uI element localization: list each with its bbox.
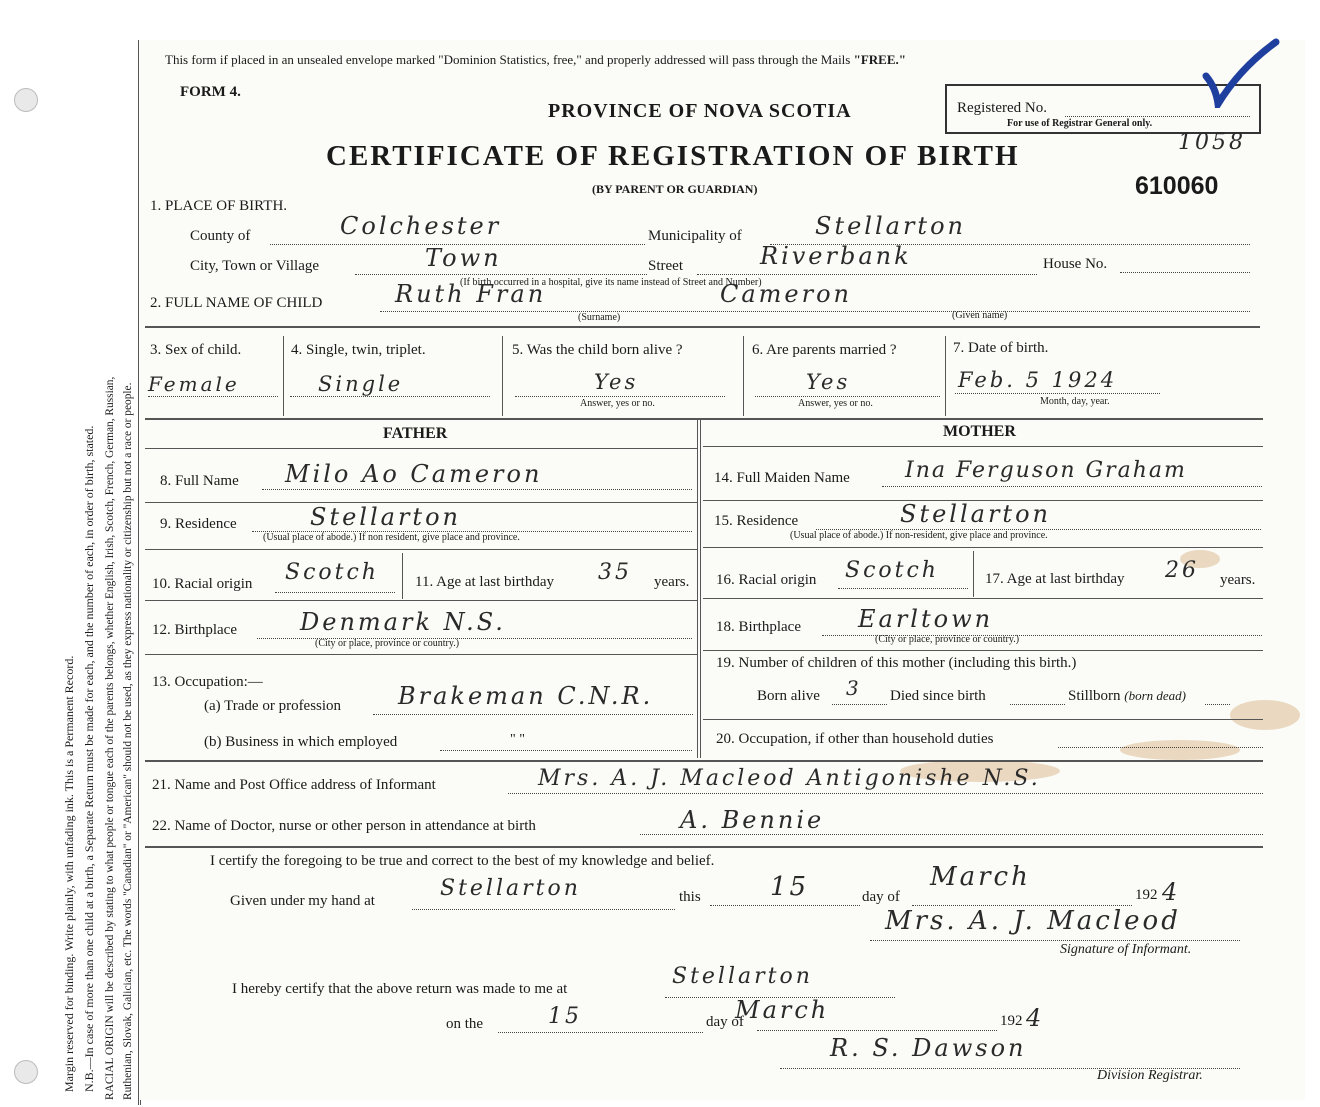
divider [145,846,1263,848]
father-race-label: 10. Racial origin [152,576,253,592]
registered-line [1065,116,1250,117]
parents-married-line [755,396,940,397]
divider [283,336,284,416]
divider [145,654,697,655]
registrar-year-prefix: 192 [1000,1013,1023,1029]
father-age-unit: years. [654,574,690,590]
father-age-value: 35 [598,560,632,585]
postal-note-free: "FREE." [853,52,906,67]
father-trade-label: (a) Trade or profession [204,698,342,714]
father-birthplace-label: 12. Birthplace [152,622,237,638]
father-birthplace-value: Denmark N.S. [300,608,506,636]
born-alive-count-value: 3 [846,676,862,700]
father-business-line [440,750,692,751]
registrar-on-label: on the [446,1016,484,1032]
mother-birthplace-value: Earltown [858,605,994,633]
divider [145,600,697,601]
child-surname: Cameron [720,280,853,308]
municipality-label: Municipality of [648,228,742,244]
father-trade-line [373,714,693,715]
father-business-value: " " [510,732,525,747]
child-name-label: 2. FULL NAME OF CHILD [150,295,323,311]
given-name-note: (Given name) [952,310,1008,321]
date-of-birth-note: Month, day, year. [1040,396,1110,407]
given-place-value: Stellarton [440,876,581,901]
informant-signature-line [870,940,1240,941]
divider [502,336,503,416]
born-alive-note: Answer, yes or no. [580,398,655,409]
registrar-year-value: 4 [1026,1004,1045,1032]
registrar-signature: R. S. Dawson [830,1034,1027,1062]
registrar-day-value: 15 [548,1004,582,1029]
sex-label: 3. Sex of child. [150,342,242,358]
divider [145,418,1263,420]
date-of-birth-line [955,393,1160,394]
house-number-line [1120,272,1250,273]
registered-number-value: 1058 [1178,130,1246,155]
divider [703,650,1263,651]
certify-day-line [710,905,860,906]
certificate-subtitle: (BY PARENT OR GUARDIAN) [592,182,758,196]
plurality-line [290,396,490,397]
born-alive-count-label: Born alive [757,688,820,704]
margin-line-3: RACIAL ORIGIN will be described by stating to what people or tongue each of the parents belongs, whether English, Irish, Scotch, French, German, Russian, [104,376,116,1100]
registrar-day-line [498,1032,703,1033]
divider [703,598,1263,599]
parents-married-label: 6. Are parents married ? [752,342,897,358]
county-label: County of [190,228,251,244]
mother-children-label: 19. Number of children of this mother (including this birth.) [716,655,1077,671]
surname-note: (Surname) [578,312,621,323]
city-value: Town [425,244,502,272]
margin-line-4: Ruthenian, Slovak, Galician, etc. The words "Canadian" or "American" should not be used, as they express nationality or citizenship but not a race or people. [122,382,134,1100]
margin-line-2: N.B.—In case of more than one child at a birth, a Separate Return must be made for each, and the number of each, in order of birth, stated. [82,425,96,1092]
plurality-value: Single [318,372,404,396]
died-since-birth-label: Died since birth [890,688,986,704]
stain-mark [1120,740,1240,760]
certificate-title: CERTIFICATE OF REGISTRATION OF BIRTH [326,140,1020,172]
mother-residence-label: 15. Residence [714,513,799,529]
mother-age-label: 17. Age at last birthday [985,571,1125,587]
street-line [697,274,1037,275]
informant-value: Mrs. A. J. Macleod Antigonishe N.S. [538,766,1041,791]
certify-this-label: this [679,889,701,905]
stain-mark [1230,700,1300,730]
mother-age-unit: years. [1220,572,1256,588]
registrar-month-value: March [735,996,830,1024]
divider [703,446,1263,447]
stillborn-note: (born dead) [1124,688,1187,703]
certify-statement: I certify the foregoing to be true and correct to the best of my knowledge and belief. [210,853,715,869]
child-name-line [380,311,1250,312]
father-occupation-label: 13. Occupation:— [152,674,263,690]
father-residence-label: 9. Residence [160,516,237,532]
died-since-birth-line [1010,704,1065,705]
plurality-label: 4. Single, twin, triplet. [291,342,426,358]
registrar-place-value: Stellarton [672,964,813,989]
house-number-label: House No. [1043,256,1108,272]
father-residence-note: (Usual place of abode.) If non resident, give place and province. [263,532,520,543]
certify-year-value: 4 [1162,878,1181,906]
date-of-birth-value: Feb. 5 1924 [958,368,1118,392]
child-given-names: Ruth Fran [395,280,547,308]
margin-instructions [0,0,138,1107]
divider [703,719,1263,720]
mother-name-label: 14. Full Maiden Name [714,470,850,486]
stillborn-line [1205,704,1230,705]
father-name-label: 8. Full Name [160,473,239,489]
mother-birthplace-note: (City or place, province or country.) [875,634,1020,645]
father-heading: FATHER [383,425,448,442]
sex-value: Female [148,372,240,396]
registrar-month-line [757,1030,997,1031]
street-note: (If birth occurred in a hospital, give its name instead of Street and Number) [460,277,762,288]
parents-married-value: Yes [806,370,851,394]
registrar-day-of-label: day of [706,1014,744,1030]
given-place-line [412,909,675,910]
mother-name-value: Ina Ferguson Graham [905,458,1187,483]
divider [145,549,697,550]
divider [973,551,974,597]
informant-line [508,793,1263,794]
born-alive-value: Yes [594,370,639,394]
date-of-birth-label: 7. Date of birth. [953,340,1049,356]
registrar-signature-label: Division Registrar. [1097,1068,1203,1083]
mother-residence-note: (Usual place of abode.) If non-resident, give place and province. [790,530,1048,541]
father-name-value: Milo Ao Cameron [285,460,543,488]
born-alive-line [515,396,725,397]
mother-race-line [838,588,968,589]
given-under-hand-label: Given under my hand at [230,893,375,909]
stillborn-label-text: Stillborn [1068,688,1121,704]
margin-line-1: Margin reserved for binding. Write plainly, with unfading ink. This is a Permanent Record. [62,655,76,1092]
father-race-value: Scotch [285,560,379,585]
municipality-value: Stellarton [815,212,966,240]
form-number: FORM 4. [180,84,241,100]
parents-center-divider [697,418,701,758]
province-heading: PROVINCE OF NOVA SCOTIA [548,100,852,122]
mother-occupation-line [1058,747,1263,748]
divider [145,326,1260,328]
sex-line [148,396,278,397]
informant-signature: Mrs. A. J. Macleod [885,906,1181,936]
city-label: City, Town or Village [190,258,320,274]
divider [945,336,946,416]
divider [145,448,697,449]
postal-note-text: This form if placed in an unsealed envelope marked "Dominion Statistics, free," and properly addressed will pass through the Mails [165,52,854,67]
street-value: Riverbank [760,242,912,270]
born-alive-label: 5. Was the child born alive ? [512,342,683,358]
registered-label: Registered No. [957,100,1047,116]
check-mark-icon [1200,38,1280,108]
mother-age-value: 26 [1165,558,1199,583]
mother-occupation-label: 20. Occupation, if other than household duties [716,731,994,747]
divider [743,336,744,416]
street-label: Street [648,258,683,274]
born-alive-count-line [832,704,887,705]
mother-birthplace-label: 18. Birthplace [716,619,801,635]
mother-race-value: Scotch [845,558,939,583]
mother-name-line [882,486,1262,487]
father-race-line [275,592,395,593]
city-line [355,274,647,275]
certify-day-value: 15 [770,872,810,902]
doctor-value: A. Bennie [680,806,825,834]
divider [703,547,1263,548]
mother-race-label: 16. Racial origin [716,572,817,588]
father-birthplace-note: (City or place, province or country.) [315,638,460,649]
divider [145,760,1263,762]
father-business-label: (b) Business in which employed [204,734,398,750]
informant-label: 21. Name and Post Office address of Informant [152,777,436,793]
father-age-label: 11. Age at last birthday [415,574,554,590]
place-of-birth-heading: 1. PLACE OF BIRTH. [150,198,288,214]
mother-residence-value: Stellarton [900,500,1051,528]
mother-heading: MOTHER [943,423,1016,440]
registrar-statement: I hereby certify that the above return was made to me at [232,981,568,997]
father-residence-value: Stellarton [310,503,461,531]
certify-year-prefix: 192 [1135,887,1158,903]
parents-married-note: Answer, yes or no. [798,398,873,409]
serial-number: 610060 [1135,172,1219,200]
postal-note [165,52,906,68]
informant-signature-label: Signature of Informant. [1060,942,1192,957]
father-name-line [262,489,692,490]
doctor-label: 22. Name of Doctor, nurse or other person in attendance at birth [152,818,536,834]
certify-day-of-label: day of [862,889,900,905]
father-trade-value: Brakeman C.N.R. [398,682,654,710]
certify-month-value: March [930,862,1031,892]
county-value: Colchester [340,212,502,240]
registered-note: For use of Registrar General only. [1007,118,1153,129]
divider [402,553,403,599]
doctor-line [640,834,1263,835]
stillborn-label [1068,688,1186,705]
